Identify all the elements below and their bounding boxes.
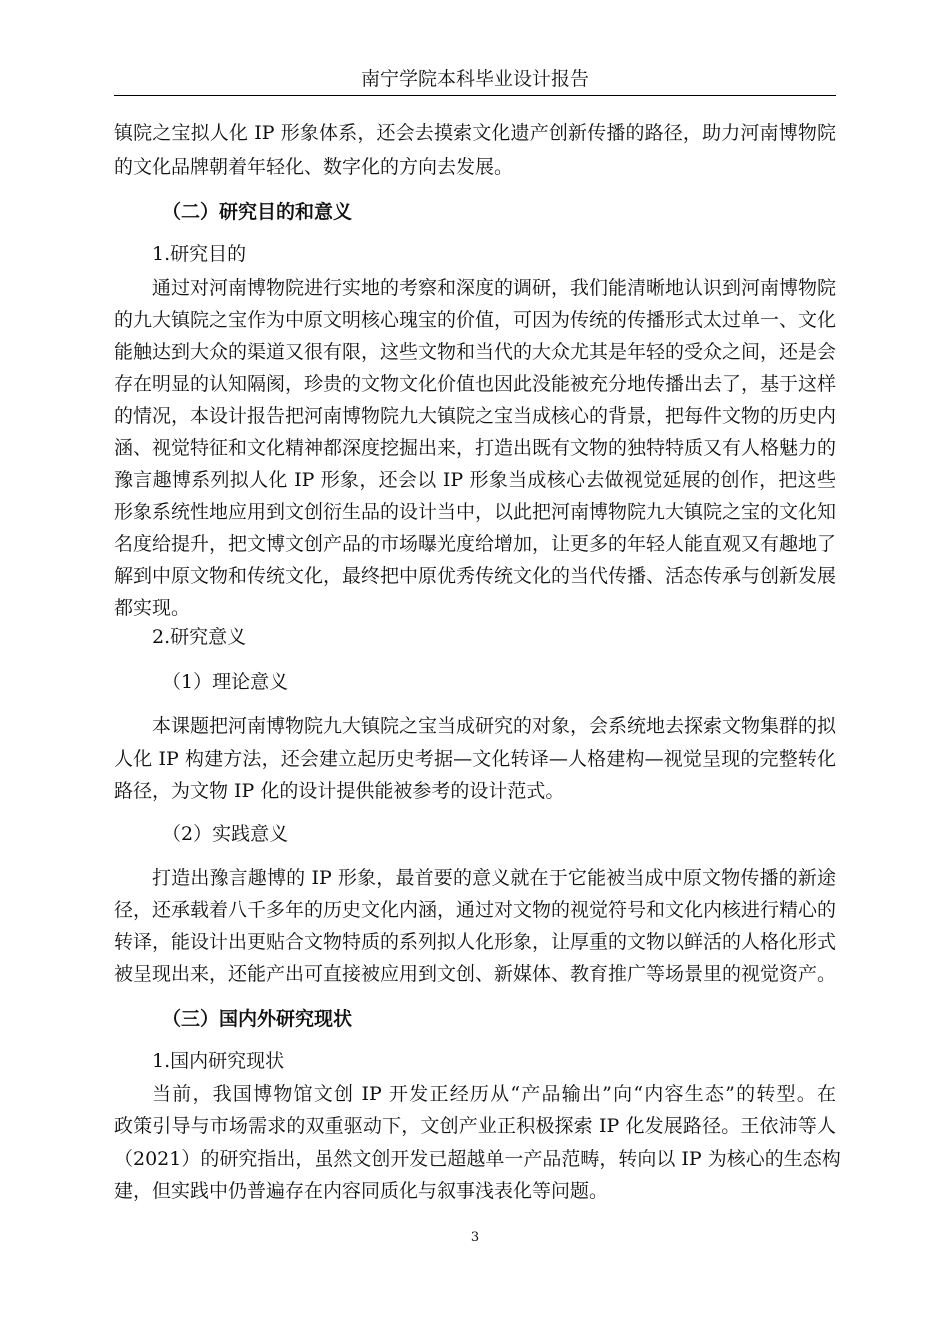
paragraph-line: 涵、视觉特征和文化精神都深度挖掘出来，打造出既有文物的独特特质又有人格魅力的 bbox=[114, 437, 837, 459]
paragraph-line: （2021）的研究指出，虽然文创开发已超越单一产品范畴，转向以 IP 为核心的生态构 bbox=[114, 1148, 841, 1170]
paragraph-line: 打造出豫言趣博的 IP 形象，最首要的意义就在于它能被当成中原文物传播的新途 bbox=[152, 867, 836, 889]
subsection-heading: （2）实践意义 bbox=[162, 823, 289, 845]
paragraph-line: 名度给提升，把文博文创产品的市场曝光度给增加，让更多的年轻人能直观又有趣地了 bbox=[114, 533, 837, 555]
paragraph-line: 的九大镇院之宝作为中原文明核心瑰宝的价值，可因为传统的传播形式太过单一、文化 bbox=[114, 309, 837, 331]
paragraph-line: 通过对河南博物院进行实地的考察和深度的调研，我们能清晰地认识到河南博物院 bbox=[152, 277, 837, 299]
subsection-heading: （1）理论意义 bbox=[162, 671, 289, 693]
paragraph-line: 转译，能设计出更贴合文物特质的系列拟人化形象，让厚重的文物以鲜活的人格化形式 bbox=[114, 931, 837, 953]
paragraph-line: 的情况，本设计报告把河南博物院九大镇院之宝当成核心的背景，把每件文物的历史内 bbox=[114, 405, 837, 427]
paragraph-line: 当前，我国博物馆文创 IP 开发正经历从“产品输出”向“内容生态”的转型。在 bbox=[152, 1083, 836, 1105]
paragraph-line: 政策引导与市场需求的双重驱动下，文创产业正积极探索 IP 化发展路径。王依沛等人 bbox=[114, 1115, 836, 1137]
paragraph-line: 人化 IP 构建方法，还会建立起历史考据—文化转译—人格建构—视觉呈现的完整转化 bbox=[114, 748, 836, 770]
page-header-title: 南宁学院本科毕业设计报告 bbox=[360, 68, 589, 90]
paragraph-line: 建，但实践中仍普遍存在内容同质化与叙事浅表化等问题。 bbox=[114, 1180, 609, 1202]
page-number: 3 bbox=[470, 1230, 480, 1245]
subsection-heading: 1.国内研究现状 bbox=[152, 1050, 285, 1072]
section-heading: （二）研究目的和意义 bbox=[162, 201, 353, 223]
header-divider bbox=[114, 95, 836, 96]
paragraph-line: 豫言趣博系列拟人化 IP 形象，还会以 IP 形象当成核心去做视觉延展的创作，把这些 bbox=[114, 469, 836, 491]
paragraph-line: 路径，为文物 IP 化的设计提供能被参考的设计范式。 bbox=[114, 780, 565, 802]
subsection-heading: 2.研究意义 bbox=[152, 626, 247, 648]
paragraph-line: 镇院之宝拟人化 IP 形象体系，还会去摸索文化遗产创新传播的路径，助力河南博物院 bbox=[114, 122, 836, 144]
paragraph-line: 的文化品牌朝着年轻化、数字化的方向去发展。 bbox=[114, 156, 514, 178]
paragraph-line: 被呈现出来，还能产出可直接被应用到文创、新媒体、教育推广等场景里的视觉资产。 bbox=[114, 963, 837, 985]
paragraph-line: 存在明显的认知隔阂，珍贵的文物文化价值也因此没能被充分地传播出去了，基于这样 bbox=[114, 373, 837, 395]
paragraph-line: 径，还承载着八千多年的历史文化内涵，通过对文物的视觉符号和文化内核进行精心的 bbox=[114, 899, 837, 921]
paragraph-line: 能触达到大众的渠道又很有限，这些文物和当代的大众尤其是年轻的受众之间，还是会 bbox=[114, 341, 837, 363]
paragraph-line: 都实现。 bbox=[114, 597, 191, 619]
subsection-heading: 1.研究目的 bbox=[152, 243, 247, 265]
paragraph-line: 本课题把河南博物院九大镇院之宝当成研究的对象，会系统地去探索文物集群的拟 bbox=[152, 715, 837, 737]
paragraph-line: 解到中原文物和传统文化，最终把中原优秀传统文化的当代传播、活态传承与创新发展 bbox=[114, 565, 837, 587]
paragraph-line: 形象系统性地应用到文创衍生品的设计当中，以此把河南博物院九大镇院之宝的文化知 bbox=[114, 501, 837, 523]
section-heading: （三）国内外研究现状 bbox=[162, 1008, 353, 1030]
